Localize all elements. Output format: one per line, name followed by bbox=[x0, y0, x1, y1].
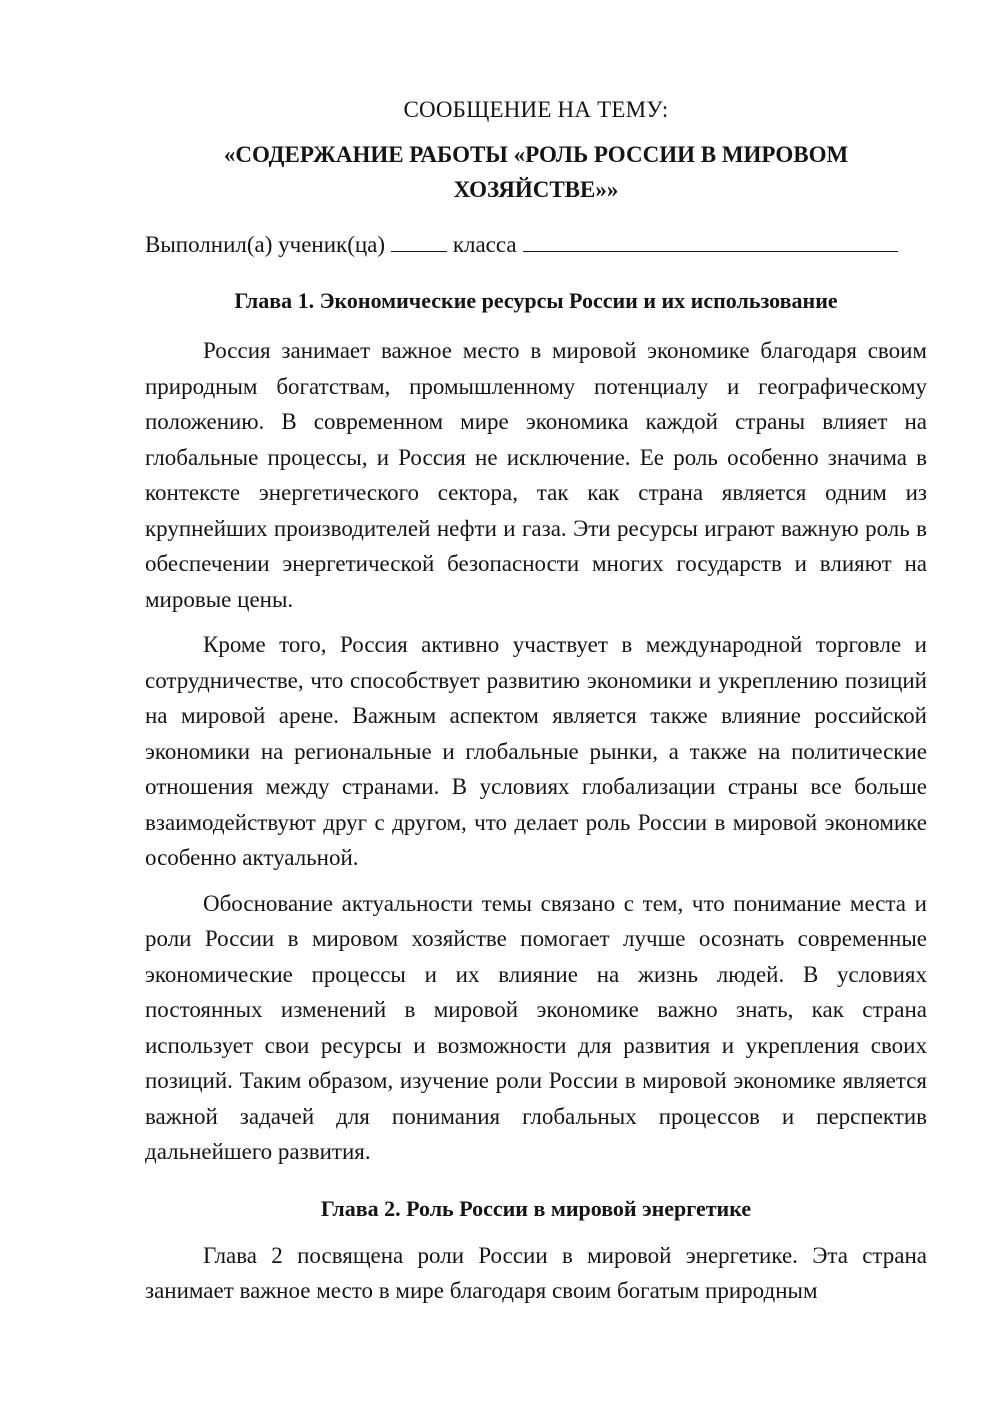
document-title bbox=[145, 137, 927, 207]
chapter-1-paragraph-2: Кроме того, Россия активно участвует в международной торговле и сотрудничестве, что способствует развитию экономики и укреплению позиций на мировой арене. Важным аспектом является также влияние российской экономики на региональные и глобальные рынки, а также на политические отношения между странами. В условиях глобализации страны все больше взаимодействуют друг с другом, что делает роль России в мировой экономике особенно актуальной. bbox=[145, 632, 927, 870]
document-title-line-1: «СОДЕРЖАНИЕ РАБОТЫ «РОЛЬ РОССИИ В МИРОВОМ bbox=[223, 142, 849, 167]
student-name-blank bbox=[523, 227, 898, 252]
author-label: Выполнил(а) ученик(ца) bbox=[145, 232, 386, 257]
document-title-line-2: ХОЗЯЙСТВЕ»» bbox=[453, 177, 619, 202]
chapter-2-heading: Глава 2. Роль России в мировой энергетике bbox=[320, 1195, 752, 1221]
chapter-1-paragraph-3: Обоснование актуальности темы связано с тем, что понимание места и роли России в мировом хозяйстве помогает лучше осознать современные экономические процессы и их влияние на жизнь людей. В условиях постоянных изменений в мировой экономике важно знать, как страна использует свои ресурсы и возможности для развития и укрепления своих позиций. Таким образом, изучение роли России в мировой экономике является важной задачей для понимания глобальных процессов и перспектив дальнейшего развития. bbox=[145, 890, 927, 1164]
document-subject: СООБЩЕНИЕ НА ТЕМУ: bbox=[403, 97, 669, 122]
author-line bbox=[145, 227, 927, 262]
chapter-1-paragraph-1: Россия занимает важное место в мировой экономике благодаря своим природным богатствам, промышленному потенциалу и географическому положению. В современном мире экономика каждой страны влияет на глобальные процессы, и Россия не исключение. Ее роль особенно значима в контексте энергетического сектора, так как страна является одним из крупнейших производителей нефти и газа. Эти ресурсы играют важную роль в обеспечении энергетической безопасности многих государств и влияют на мировые цены. bbox=[145, 338, 927, 612]
document-body bbox=[145, 92, 927, 1309]
chapter-2-paragraph-1: Глава 2 посвящена роли России в мировой энергетике. Эта страна занимает важное место в мире благодаря своим богатым природным bbox=[145, 1242, 927, 1303]
chapter-1-heading: Глава 1. Экономические ресурсы России и их использование bbox=[234, 288, 838, 313]
class-label: класса bbox=[452, 232, 517, 257]
class-number-blank bbox=[391, 227, 447, 252]
